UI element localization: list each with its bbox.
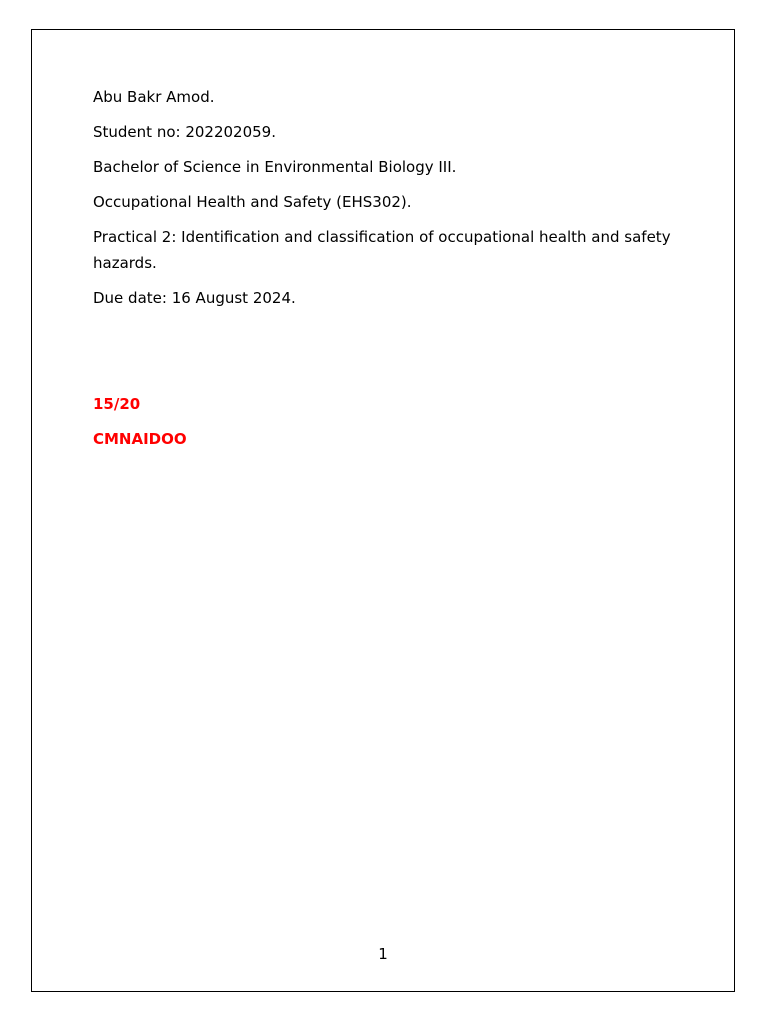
practical-title: Practical 2: Identification and classification of occupational health and safety hazards.: [93, 228, 671, 272]
module-title: Occupational Health and Safety (EHS302).: [93, 193, 412, 211]
marker-name: CMNAIDOO: [93, 430, 187, 448]
assessment-score: 15/20: [93, 395, 141, 413]
page-number: 1: [378, 945, 388, 963]
document-page: [31, 29, 735, 992]
due-date: Due date: 16 August 2024.: [93, 289, 296, 307]
degree-title: Bachelor of Science in Environmental Biology III.: [93, 158, 457, 176]
student-name: Abu Bakr Amod.: [93, 88, 215, 106]
student-number: Student no: 202202059.: [93, 123, 276, 141]
